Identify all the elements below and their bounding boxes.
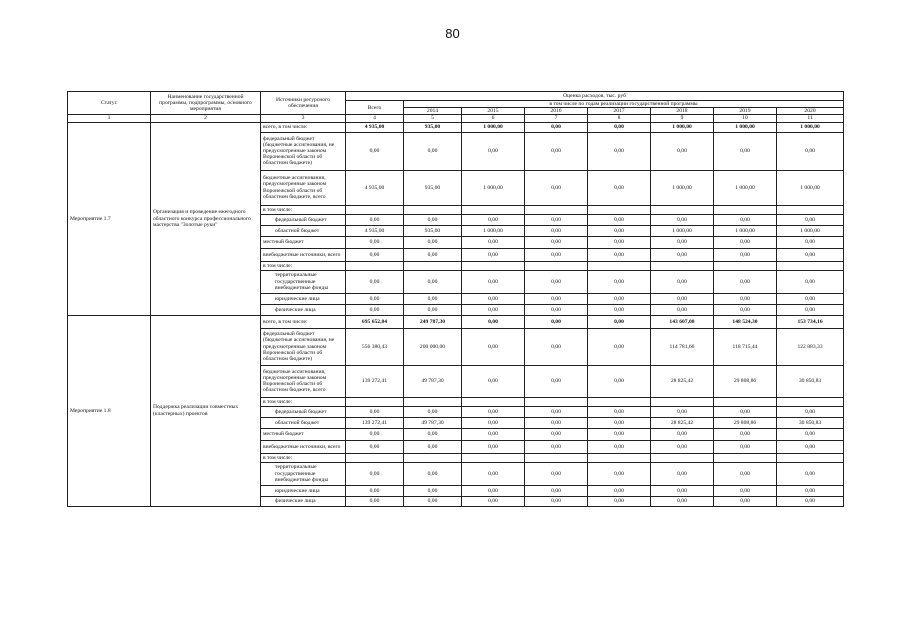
value-year: 0,00: [777, 496, 844, 506]
value-year: 0,00: [588, 496, 651, 506]
value-year: 0,00: [651, 236, 714, 248]
value-year: 0,00: [588, 406, 651, 417]
value-year: 49 787,30: [404, 417, 462, 428]
value-year: 0,00: [588, 365, 651, 397]
value-year: [777, 205, 844, 214]
value-year: [588, 261, 651, 270]
value-year: 0,00: [462, 406, 525, 417]
value-year: 0,00: [588, 214, 651, 225]
funding-source: федеральный бюджет (бюджетные ассигнования, не предусмотренные законом Воронежской области об областном бюджете): [261, 328, 346, 365]
value-total: 0,00: [346, 496, 404, 506]
value-year: 0,00: [525, 440, 588, 453]
value-year: 1 000,00: [462, 122, 525, 132]
value-year: 0,00: [651, 270, 714, 293]
header-year: 2019: [714, 108, 777, 115]
value-total: 0,00: [346, 293, 404, 304]
funding-source: территориальные государственные внебюджетные фонды: [261, 462, 346, 485]
value-year: 29 808,86: [714, 417, 777, 428]
value-total: 0,00: [346, 462, 404, 485]
header-name: Наименование государственной программы, подпрограммы, основного мероприятия: [151, 92, 261, 115]
value-year: 0,00: [525, 122, 588, 132]
value-total: 0,00: [346, 248, 404, 261]
value-year: 1 000,00: [462, 170, 525, 205]
value-year: [462, 453, 525, 462]
value-year: [525, 205, 588, 214]
funding-source: федеральный бюджет: [261, 214, 346, 225]
column-number: 8: [588, 115, 651, 122]
value-year: 1 000,00: [651, 170, 714, 205]
value-year: 0,00: [462, 293, 525, 304]
header-source: Источники ресурсного обеспечения: [261, 92, 346, 115]
value-total: 0,00: [346, 214, 404, 225]
value-year: 0,00: [588, 328, 651, 365]
value-year: 0,00: [588, 315, 651, 328]
value-total: [346, 205, 404, 214]
value-year: 0,00: [462, 214, 525, 225]
header-year: 2017: [588, 108, 651, 115]
value-year: [404, 453, 462, 462]
value-year: 0,00: [651, 304, 714, 315]
value-year: 0,00: [462, 485, 525, 496]
funding-source: всего, в том числе:: [261, 122, 346, 132]
funding-source: областной бюджет: [261, 417, 346, 428]
value-year: 0,00: [777, 485, 844, 496]
value-year: 0,00: [462, 270, 525, 293]
value-year: 0,00: [588, 122, 651, 132]
value-year: 0,00: [462, 365, 525, 397]
value-year: [404, 397, 462, 406]
value-year: 0,00: [588, 485, 651, 496]
value-year: 0,00: [777, 293, 844, 304]
funding-source: в том числе:: [261, 453, 346, 462]
value-total: 556 380,43: [346, 328, 404, 365]
value-year: 0,00: [588, 417, 651, 428]
value-year: 0,00: [651, 293, 714, 304]
value-year: 28 825,42: [651, 417, 714, 428]
funding-source: местный бюджет: [261, 428, 346, 440]
value-total: 139 272,41: [346, 417, 404, 428]
value-year: 0,00: [777, 304, 844, 315]
value-year: 0,00: [651, 214, 714, 225]
value-year: 0,00: [714, 440, 777, 453]
value-year: 0,00: [404, 496, 462, 506]
value-year: 0,00: [462, 496, 525, 506]
value-total: 4 935,00: [346, 170, 404, 205]
value-year: 0,00: [714, 406, 777, 417]
value-year: 0,00: [462, 440, 525, 453]
value-year: 0,00: [525, 214, 588, 225]
value-year: 30 850,83: [777, 417, 844, 428]
value-year: 0,00: [462, 236, 525, 248]
value-year: 0,00: [651, 485, 714, 496]
value-year: 0,00: [714, 304, 777, 315]
funding-source: территориальные государственные внебюджетные фонды: [261, 270, 346, 293]
value-total: 139 272,41: [346, 365, 404, 397]
value-year: 0,00: [404, 293, 462, 304]
value-year: 0,00: [588, 270, 651, 293]
value-year: 935,00: [404, 122, 462, 132]
value-year: 1 000,00: [714, 225, 777, 236]
value-year: 1 000,00: [777, 170, 844, 205]
value-year: 0,00: [525, 225, 588, 236]
value-year: [777, 397, 844, 406]
value-year: 0,00: [462, 315, 525, 328]
value-year: 0,00: [651, 428, 714, 440]
header-year: 2020: [777, 108, 844, 115]
value-year: 0,00: [404, 406, 462, 417]
value-year: 0,00: [462, 304, 525, 315]
value-year: 0,00: [525, 304, 588, 315]
value-year: 0,00: [588, 132, 651, 170]
table-header: [68, 92, 844, 123]
value-year: 0,00: [588, 248, 651, 261]
value-year: 0,00: [588, 462, 651, 485]
value-total: [346, 397, 404, 406]
value-year: 1 000,00: [714, 170, 777, 205]
header-estimate: Оценка расходов, тыс. руб: [346, 92, 844, 101]
funding-source: бюджетные ассигнования, предусмотренные законом Воронежской области об областном бюджете, всего: [261, 170, 346, 205]
value-year: 0,00: [404, 236, 462, 248]
header-by-years: в том числе по годам реализации государственной программы: [404, 101, 844, 108]
value-year: [651, 261, 714, 270]
value-year: [588, 205, 651, 214]
funding-source: областной бюджет: [261, 225, 346, 236]
value-year: 0,00: [404, 304, 462, 315]
value-year: 0,00: [588, 428, 651, 440]
measure-name: Поддержка реализации совместных (кластерных) проектов: [151, 315, 261, 506]
value-year: 0,00: [525, 248, 588, 261]
value-year: 118 715,44: [714, 328, 777, 365]
value-year: 28 825,42: [651, 365, 714, 397]
column-number: 2: [151, 115, 261, 122]
value-year: [714, 261, 777, 270]
value-total: 0,00: [346, 428, 404, 440]
value-year: 0,00: [462, 248, 525, 261]
value-year: 200 000,00: [404, 328, 462, 365]
value-year: 0,00: [651, 440, 714, 453]
value-year: 0,00: [588, 440, 651, 453]
value-total: 4 935,00: [346, 225, 404, 236]
value-year: 0,00: [404, 214, 462, 225]
value-year: [777, 453, 844, 462]
value-year: 0,00: [525, 132, 588, 170]
value-year: 0,00: [714, 428, 777, 440]
value-year: 0,00: [404, 132, 462, 170]
value-year: 0,00: [588, 304, 651, 315]
value-year: 0,00: [462, 328, 525, 365]
column-number: 3: [261, 115, 346, 122]
value-year: 249 787,30: [404, 315, 462, 328]
value-year: [462, 397, 525, 406]
funding-source: юридические лица: [261, 485, 346, 496]
value-year: 1 000,00: [651, 225, 714, 236]
funding-source: физические лица: [261, 496, 346, 506]
value-year: [651, 205, 714, 214]
value-year: [404, 205, 462, 214]
value-year: 0,00: [525, 365, 588, 397]
value-year: 0,00: [777, 270, 844, 293]
header-year: 2015: [462, 108, 525, 115]
value-year: [714, 397, 777, 406]
value-year: 0,00: [404, 248, 462, 261]
value-year: 0,00: [651, 406, 714, 417]
header-status: Статус: [68, 92, 151, 115]
value-year: 0,00: [404, 428, 462, 440]
value-year: 0,00: [525, 496, 588, 506]
value-year: 0,00: [777, 440, 844, 453]
funding-source: всего, в том числе:: [261, 315, 346, 328]
value-year: 0,00: [525, 236, 588, 248]
value-year: 0,00: [525, 406, 588, 417]
funding-source: физические лица: [261, 304, 346, 315]
budget-table: [67, 91, 844, 507]
value-year: 122 883,33: [777, 328, 844, 365]
value-year: 0,00: [588, 170, 651, 205]
value-total: 0,00: [346, 406, 404, 417]
table-row: [68, 315, 844, 328]
column-number: 1: [68, 115, 151, 122]
value-year: 0,00: [714, 293, 777, 304]
value-year: 0,00: [777, 248, 844, 261]
value-year: 0,00: [525, 328, 588, 365]
value-total: 0,00: [346, 132, 404, 170]
value-year: 0,00: [525, 293, 588, 304]
value-year: 0,00: [651, 132, 714, 170]
funding-source: внебюджетные источники, всего: [261, 248, 346, 261]
column-number: 5: [404, 115, 462, 122]
value-year: 0,00: [525, 315, 588, 328]
value-year: 1 000,00: [462, 225, 525, 236]
value-year: 114 781,66: [651, 328, 714, 365]
value-year: 0,00: [777, 214, 844, 225]
value-year: 0,00: [714, 132, 777, 170]
value-year: 0,00: [525, 428, 588, 440]
funding-source: юридические лица: [261, 293, 346, 304]
value-year: 0,00: [651, 462, 714, 485]
value-total: 0,00: [346, 270, 404, 293]
funding-source: в том числе:: [261, 205, 346, 214]
value-year: 0,00: [777, 132, 844, 170]
value-year: 0,00: [462, 417, 525, 428]
value-total: 4 935,00: [346, 122, 404, 132]
value-year: 0,00: [525, 417, 588, 428]
value-year: 0,00: [714, 214, 777, 225]
value-year: 30 850,83: [777, 365, 844, 397]
value-year: [651, 397, 714, 406]
value-year: [651, 453, 714, 462]
value-total: 0,00: [346, 485, 404, 496]
column-number: 4: [346, 115, 404, 122]
funding-source: федеральный бюджет (бюджетные ассигнования, не предусмотренные законом Воронежской области об областном бюджете): [261, 132, 346, 170]
value-year: 153 734,16: [777, 315, 844, 328]
value-year: [525, 453, 588, 462]
value-year: 0,00: [525, 170, 588, 205]
value-year: [714, 205, 777, 214]
value-year: 0,00: [714, 462, 777, 485]
funding-source: федеральный бюджет: [261, 406, 346, 417]
value-year: 0,00: [651, 496, 714, 506]
value-year: 0,00: [588, 225, 651, 236]
value-total: [346, 261, 404, 270]
value-year: 0,00: [714, 236, 777, 248]
value-year: [714, 453, 777, 462]
value-year: [462, 205, 525, 214]
column-number: 6: [462, 115, 525, 122]
value-year: 0,00: [777, 236, 844, 248]
measure-status: Мероприятие 1.7: [68, 122, 151, 315]
value-year: 0,00: [777, 428, 844, 440]
value-year: 0,00: [714, 485, 777, 496]
value-year: 148 524,30: [714, 315, 777, 328]
table-row: [68, 122, 844, 132]
value-year: 1 000,00: [777, 122, 844, 132]
value-year: 0,00: [714, 496, 777, 506]
column-number: 10: [714, 115, 777, 122]
column-number: 11: [777, 115, 844, 122]
value-year: 0,00: [462, 132, 525, 170]
funding-source: местный бюджет: [261, 236, 346, 248]
value-year: 0,00: [525, 485, 588, 496]
value-year: 0,00: [404, 462, 462, 485]
table-body: [68, 122, 844, 506]
value-total: 695 652,84: [346, 315, 404, 328]
value-year: 143 607,08: [651, 315, 714, 328]
column-number: 7: [525, 115, 588, 122]
value-year: 0,00: [404, 485, 462, 496]
value-year: 0,00: [588, 293, 651, 304]
value-total: [346, 453, 404, 462]
value-year: 0,00: [777, 462, 844, 485]
value-year: 0,00: [404, 440, 462, 453]
value-year: 1 000,00: [777, 225, 844, 236]
value-year: 0,00: [525, 270, 588, 293]
value-year: 0,00: [462, 428, 525, 440]
header-year: 2014: [404, 108, 462, 115]
funding-source: в том числе:: [261, 261, 346, 270]
value-year: 0,00: [404, 270, 462, 293]
value-year: 0,00: [651, 248, 714, 261]
value-year: [588, 397, 651, 406]
value-year: 1 000,00: [714, 122, 777, 132]
funding-source: в том числе:: [261, 397, 346, 406]
value-total: 0,00: [346, 304, 404, 315]
value-year: 0,00: [777, 406, 844, 417]
value-year: 935,00: [404, 225, 462, 236]
measure-name: Организация и проведение ежегодного областного конкурса профессионального мастерства "Золотые руки": [151, 122, 261, 315]
value-year: 935,00: [404, 170, 462, 205]
value-year: [462, 261, 525, 270]
value-year: [777, 261, 844, 270]
page-number: 80: [445, 26, 460, 41]
column-number: 9: [651, 115, 714, 122]
value-total: 0,00: [346, 440, 404, 453]
value-year: 0,00: [714, 270, 777, 293]
value-year: [404, 261, 462, 270]
value-year: 0,00: [588, 236, 651, 248]
value-year: [588, 453, 651, 462]
header-year: 2016: [525, 108, 588, 115]
value-year: [525, 261, 588, 270]
value-year: 1 000,00: [651, 122, 714, 132]
value-year: 0,00: [525, 462, 588, 485]
value-year: 0,00: [462, 462, 525, 485]
funding-source: внебюджетные источники, всего: [261, 440, 346, 453]
value-total: 0,00: [346, 236, 404, 248]
header-total: Всего: [346, 101, 404, 115]
value-year: 49 787,30: [404, 365, 462, 397]
value-year: 0,00: [714, 248, 777, 261]
value-year: 29 808,86: [714, 365, 777, 397]
measure-status: Мероприятие 1.8: [68, 315, 151, 506]
header-year: 2018: [651, 108, 714, 115]
funding-source: бюджетные ассигнования, предусмотренные законом Воронежской области об областном бюджете, всего: [261, 365, 346, 397]
value-year: [525, 397, 588, 406]
